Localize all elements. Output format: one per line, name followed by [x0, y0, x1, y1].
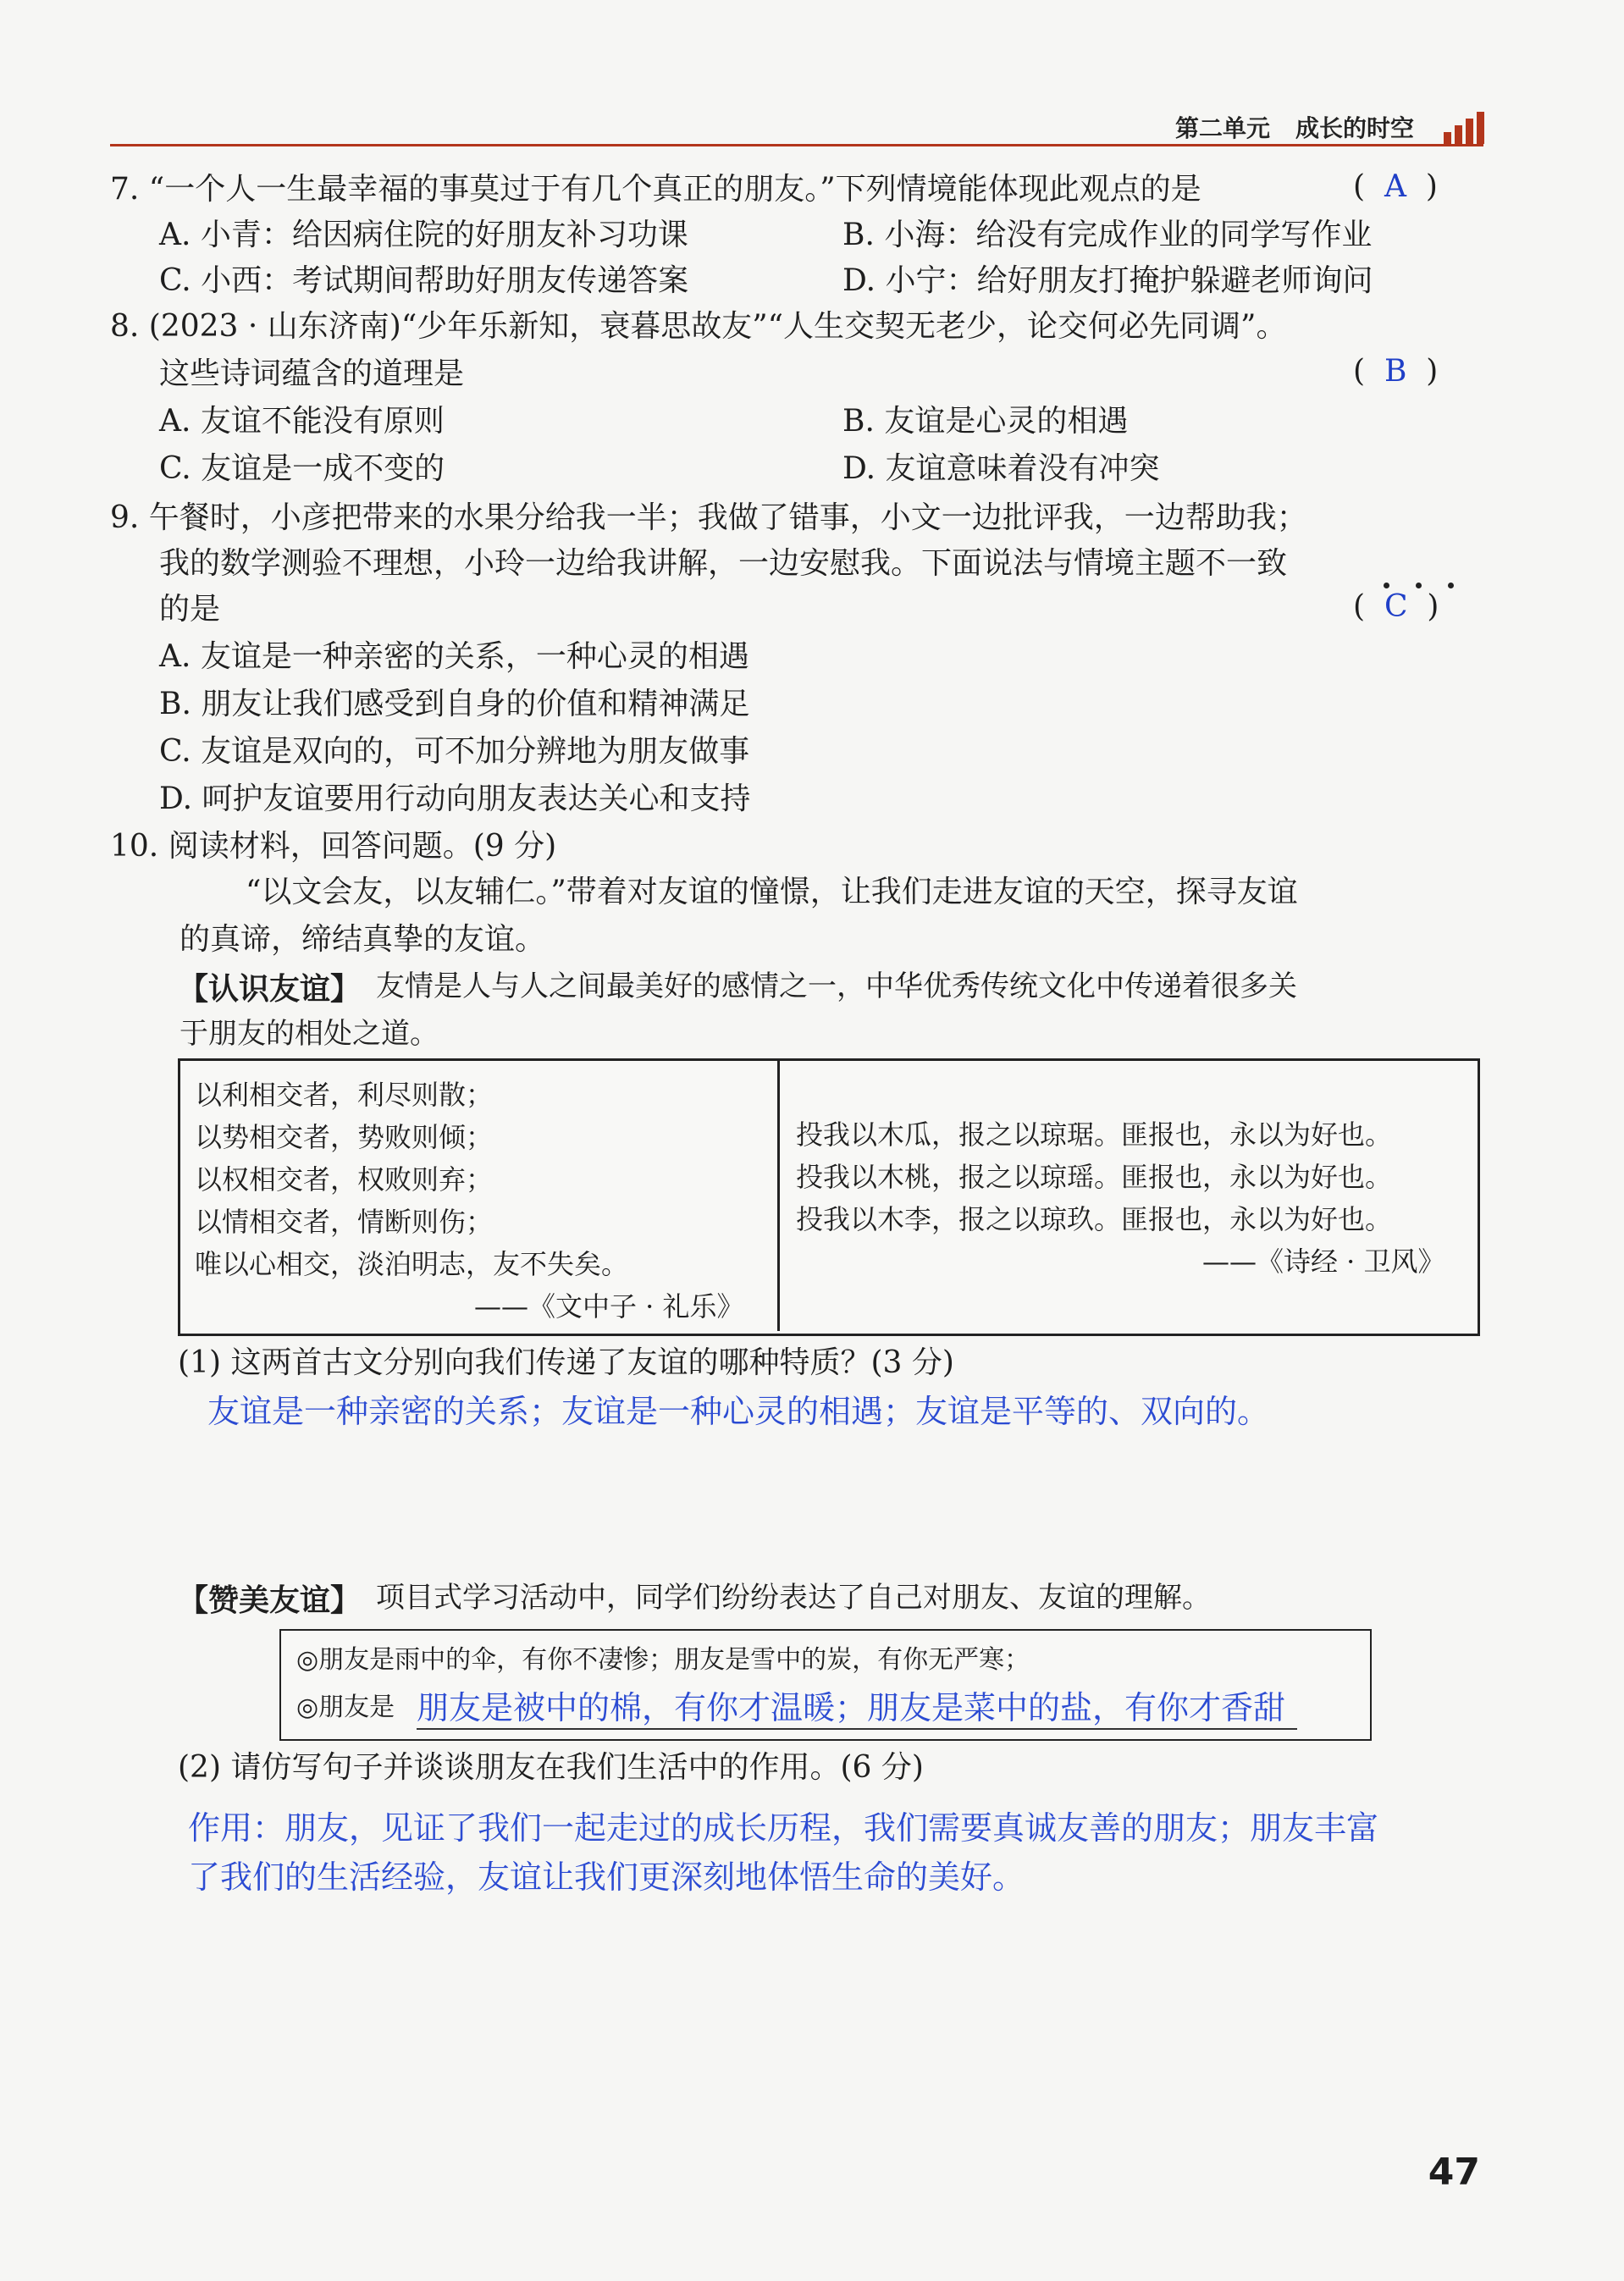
q8-stem: 8. (2023 · 山东济南)“少年乐新知，衰暮思故友”“人生交契无老少，论交何必先同调”。: [110, 309, 1287, 344]
sub2-question: (2) 请仿写句子并谈谈朋友在我们生活中的作用。(6 分): [178, 1750, 924, 1785]
emphasis-dot: [1416, 583, 1422, 588]
sub1-answer: 友谊是一种亲密的关系；友谊是一种心灵的相遇；友谊是平等的、双向的。: [207, 1393, 1270, 1430]
section-tag-knowing: 【认识友谊】: [178, 972, 362, 1007]
q9-answer: C: [1384, 589, 1408, 624]
quote-left-source: ——《文中子 · 礼乐》: [474, 1290, 744, 1323]
q9-option-a: A. 友谊是一种亲密的关系，一种心灵的相遇: [159, 639, 749, 674]
sub1-question: (1) 这两首古文分别向我们传递了友谊的哪种特质？(3 分): [178, 1345, 954, 1380]
q9-line-2: 我的数学测验不理想，小玲一边给我讲解，一边安慰我。下面说法与情境主题不一致: [159, 546, 1288, 581]
running-header: [1175, 110, 1414, 144]
section-tag-praise: 【赞美友谊】: [178, 1583, 362, 1618]
praise-line-2-answer: 朋友是被中的棉，有你才温暖；朋友是菜中的盐，有你才香甜: [417, 1682, 1297, 1730]
q8-answer-bracket: ( B ): [1353, 354, 1439, 389]
quote-left-line: 以势相交者，势败则倾；: [195, 1121, 494, 1153]
praise-line-1: ◎朋友是雨中的伞，有你不凄惨；朋友是雪中的炭，有你无严寒；: [296, 1645, 1030, 1675]
q9-option-b: B. 朋友让我们感受到自身的价值和精神满足: [159, 687, 750, 721]
section2-text: 项目式学习活动中，同学们纷纷表达了自己对朋友、友谊的理解。: [376, 1581, 1211, 1615]
q7-option-b: B. 小海：给没有完成作业的同学写作业: [842, 218, 1373, 252]
q8-stem-2: 这些诗词蕴含的道理是: [159, 356, 465, 391]
praise-line-2-prefix: ◎朋友是: [296, 1693, 395, 1722]
q9-line-1: 9. 午餐时，小彦把带来的水果分给我一半；我做了错事，小文一边批评我，一边帮助我；: [110, 500, 1307, 535]
quote-right-source: ——《诗经 · 卫风》: [1202, 1245, 1445, 1278]
quote-right-line: 投我以木瓜，报之以琼琚。匪报也，永以为好也。: [796, 1118, 1393, 1151]
q8-option-a: A. 友谊不能没有原则: [159, 404, 445, 439]
section1-text-1: 友情是人与人之间最美好的感情之一，中华优秀传统文化中传递着很多关: [376, 969, 1297, 1003]
sub2-answer-1: 作用：朋友，见证了我们一起走过的成长历程，我们需要真诚友善的朋友；朋友丰富: [188, 1809, 1379, 1847]
q7-answer: A: [1384, 169, 1406, 204]
quote-divider: [777, 1061, 780, 1331]
q10-intro-2: 的真谛，缔结真挚的友谊。: [180, 922, 546, 957]
quote-left-line: 以情相交者，情断则伤；: [195, 1206, 494, 1238]
quote-right-line: 投我以木桃，报之以琼瑶。匪报也，永以为好也。: [796, 1161, 1393, 1193]
unit-title: 成长的时空: [1295, 114, 1414, 142]
q9-line-3: 的是: [159, 592, 221, 627]
q10-title: 10. 阅读材料，回答问题。(9 分): [110, 829, 557, 864]
page-number: 47: [1428, 2151, 1480, 2194]
q7-option-d: D. 小宁：给好朋友打掩护躲避老师询问: [842, 263, 1373, 298]
q8-answer: B: [1384, 354, 1407, 389]
q7-stem: 7. “一个人一生最幸福的事莫过于有几个真正的朋友。”下列情境能体现此观点的是: [110, 172, 1201, 207]
unit-label: 第二单元: [1174, 114, 1270, 142]
emphasis-dot: [1448, 583, 1454, 588]
sub2-answer-2: 了我们的生活经验，友谊让我们更深刻地体悟生命的美好。: [188, 1858, 1025, 1896]
q7-option-c: C. 小西：考试期间帮助好朋友传递答案: [159, 263, 689, 298]
emphasis-dot: [1384, 583, 1389, 588]
quote-right-line: 投我以木李，报之以琼玖。匪报也，永以为好也。: [796, 1203, 1393, 1235]
bar-chart-icon: [1444, 108, 1484, 144]
q8-option-b: B. 友谊是心灵的相遇: [842, 404, 1129, 439]
quote-left-line: 以权相交者，权败则弃；: [195, 1163, 494, 1196]
q9-answer-bracket: ( C ): [1353, 589, 1439, 624]
q7-answer-bracket: ( A ): [1353, 169, 1438, 204]
q8-option-d: D. 友谊意味着没有冲突: [842, 451, 1160, 486]
q10-intro-1: “以文会友，以友辅仁。”带着对友谊的憧憬，让我们走进友谊的天空，探寻友谊: [246, 875, 1298, 909]
q8-option-c: C. 友谊是一成不变的: [159, 451, 445, 486]
q9-option-c: C. 友谊是双向的，可不加分辨地为朋友做事: [159, 734, 750, 769]
header-rule: [110, 144, 1483, 146]
q9-option-d: D. 呵护友谊要用行动向朋友表达关心和支持: [159, 782, 751, 816]
q7-option-a: A. 小青：给因病住院的好朋友补习功课: [159, 218, 688, 252]
quote-left-line: 唯以心相交，淡泊明志，友不失矣。: [195, 1248, 629, 1280]
quote-left-line: 以利相交者，利尽则散；: [195, 1079, 494, 1111]
section1-text-2: 于朋友的相处之道。: [180, 1017, 439, 1051]
